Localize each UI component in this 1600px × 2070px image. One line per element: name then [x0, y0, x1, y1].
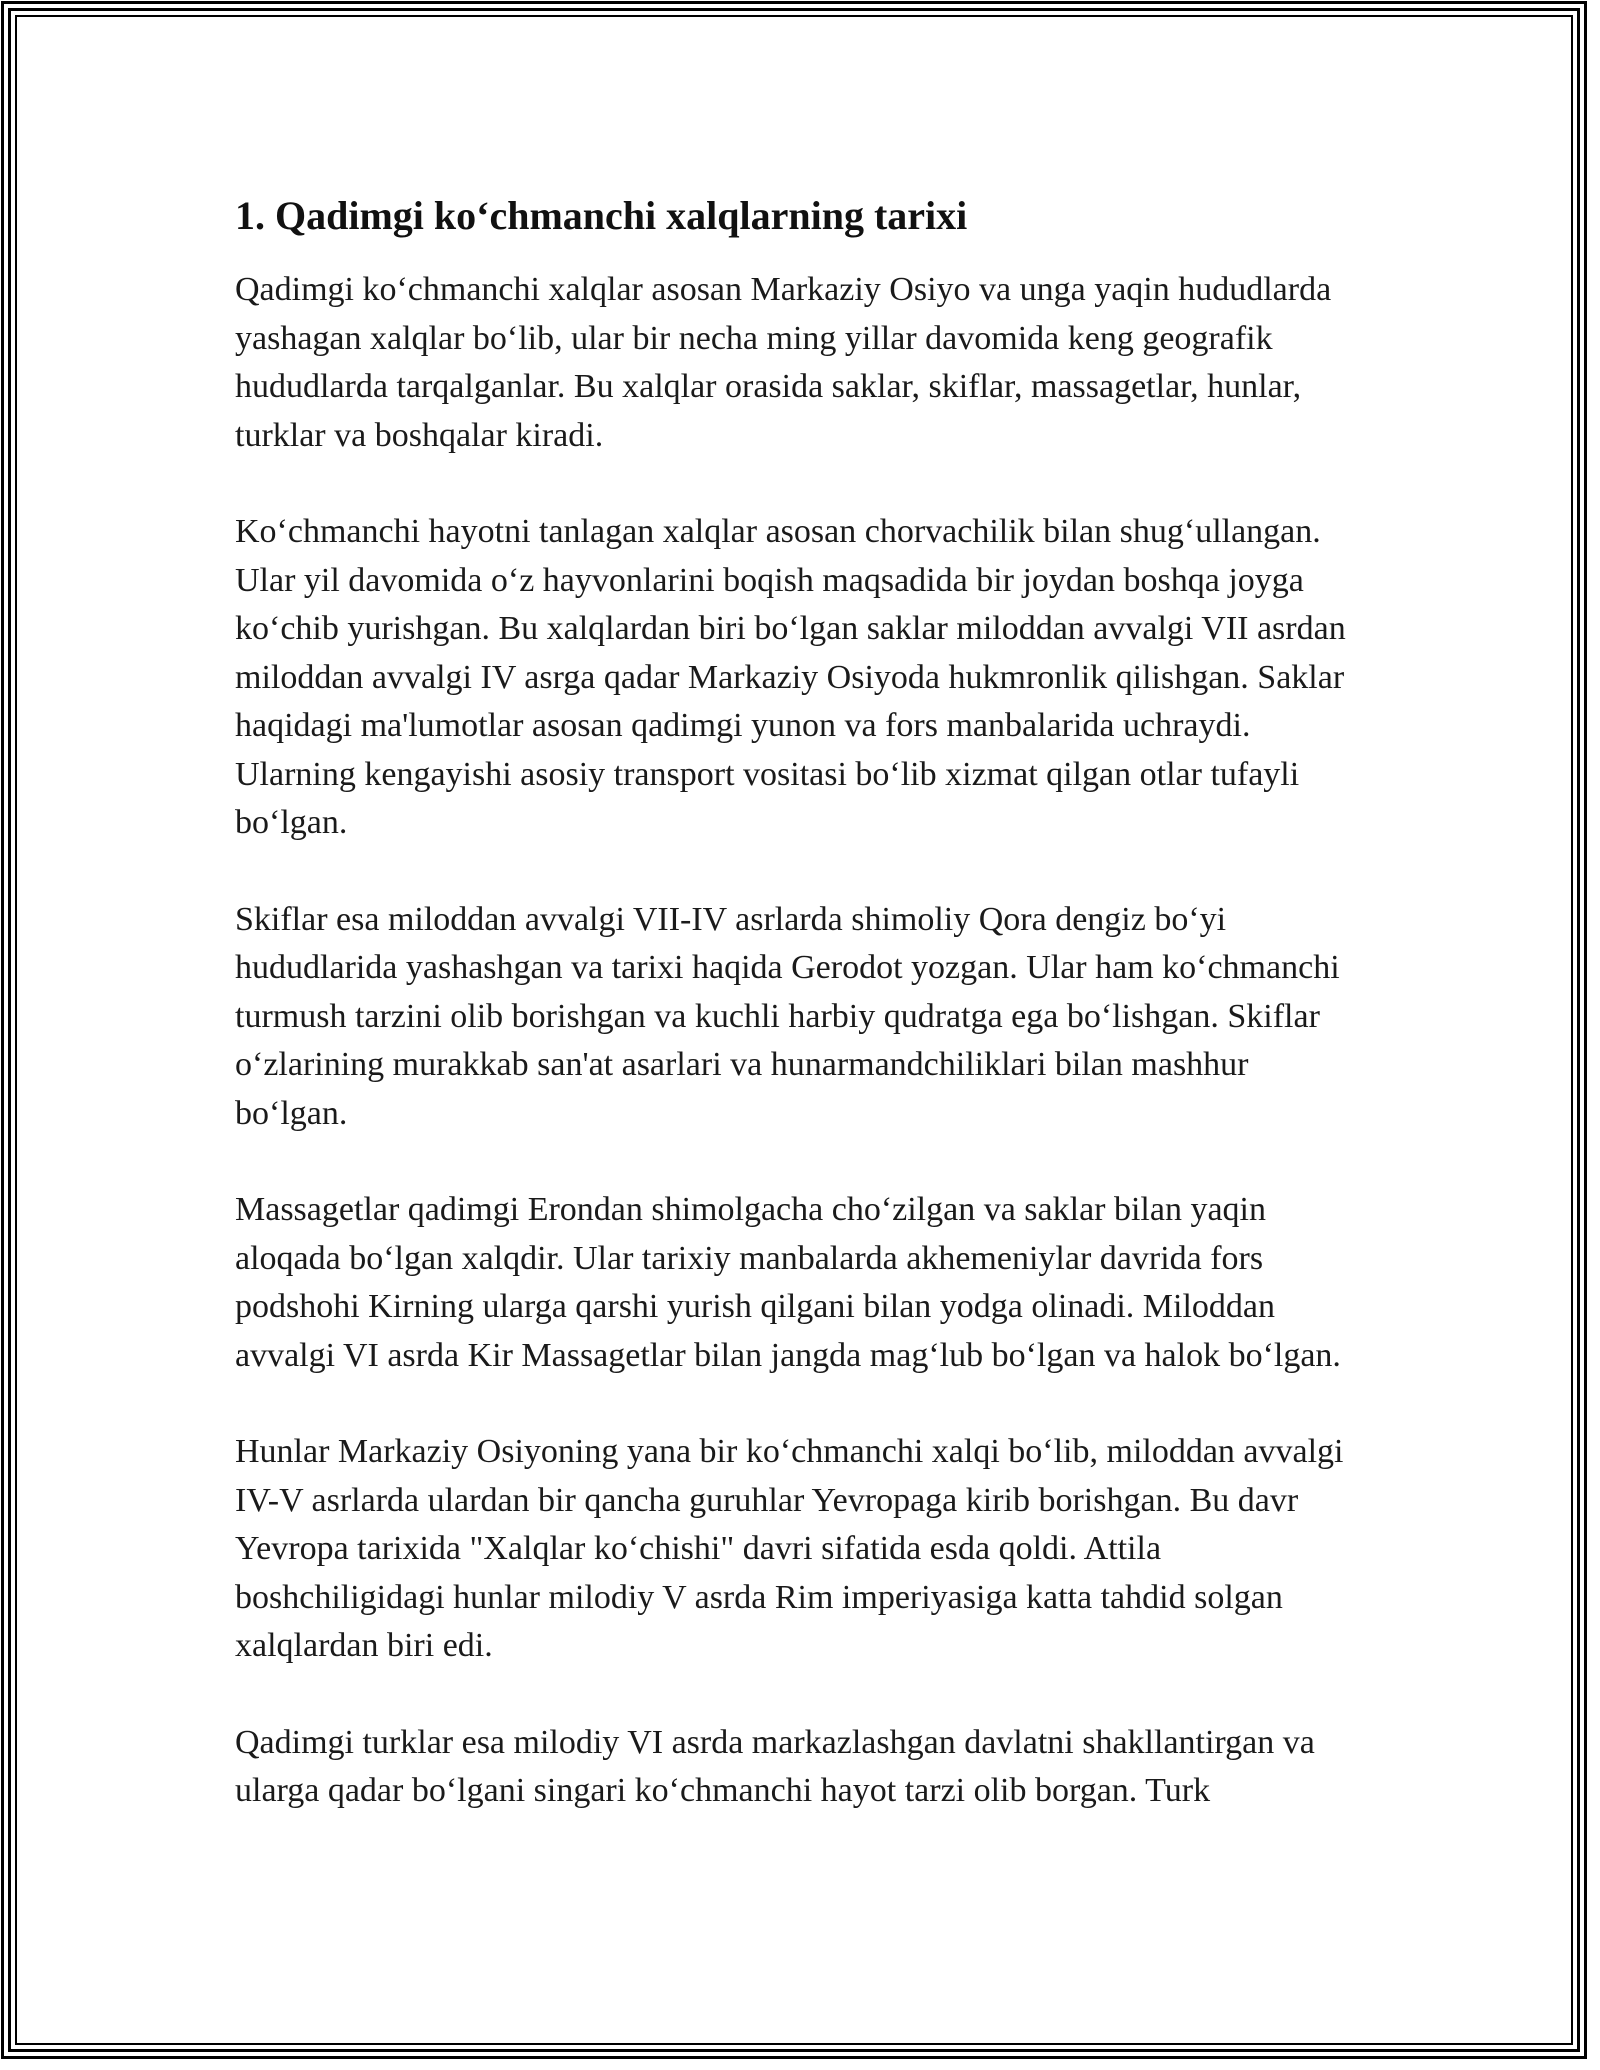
document-body [235, 188, 1365, 1864]
paragraph-intro: Qadimgi ko‘chmanchi xalqlar asosan Markaziy Osiyo va unga yaqin hududlarda yashagan xalqlar bo‘lib, ular bir necha ming yillar davomida keng geografik hududlarda tarqalganlar. Bu xalqlar orasida saklar, skiflar, massagetlar, hunlar, turklar va boshqalar kiradi. [235, 271, 1332, 454]
document-title: 1. Qadimgi ko‘chmanchi xalqlarning tarixi [235, 193, 968, 238]
paragraph-turklar: Qadimgi turklar esa milodiy VI asrda markazlashgan davlatni shakllantirgan va ularga qadar bo‘lgani singari ko‘chmanchi hayot tarzi olib borgan. Turk [235, 1723, 1315, 1809]
paragraph-skiflar: Skiflar esa miloddan avvalgi VII-IV asrlarda shimoliy Qora dengiz bo‘yi hududlarida yashashgan va tarixi haqida Gerodot yozgan. Ular ham ko‘chmanchi turmush tarzini olib borishgan va kuchli harbiy qudratga ega bo‘lishgan. Skiflar o‘zlarining murakkab san'at asarlari va hunarmandchiliklari bilan mashhur bo‘lgan. [235, 900, 1340, 1132]
paragraph-hunlar: Hunlar Markaziy Osiyoning yana bir ko‘chmanchi xalqi bo‘lib, miloddan avvalgi IV-V asrlarda ulardan bir qancha guruhlar Yevropaga kirib borishgan. Bu davr Yevropa tarixida "Xalqlar ko‘chishi" davri sifatida esda qoldi. Attila boshchiligidagi hunlar milodiy V asrda Rim imperiyasiga katta tahdid solgan xalqlardan biri edi. [235, 1433, 1344, 1664]
paragraph-massagetlar: Massagetlar qadimgi Erondan shimolgacha cho‘zilgan va saklar bilan yaqin aloqada bo‘lgan xalqdir. Ular tarixiy manbalarda akhemeniylar davrida fors podshohi Kirning ularga qarshi yurish qilgani bilan yodga olinadi. Miloddan avvalgi VI asrda Kir Massagetlar bilan jangda mag‘lub bo‘lgan va halok bo‘lgan. [235, 1191, 1341, 1374]
paragraph-saklar: Ko‘chmanchi hayotni tanlagan xalqlar asosan chorvachilik bilan shug‘ullangan. Ular yil davomida o‘z hayvonlarini boqish maqsadida bir joydan boshqa joyga ko‘chib yurishgan. Bu xalqlardan biri bo‘lgan saklar miloddan avvalgi VII asrdan miloddan avvalgi IV asrga qadar Markaziy Osiyoda hukmronlik qilishgan. Saklar haqidagi ma'lumotlar asosan qadimgi yunon va fors manbalarida uchraydi. Ularning kengayishi asosiy transport vositasi bo‘lib xizmat qilgan otlar tufayli bo‘lgan. [235, 513, 1346, 841]
